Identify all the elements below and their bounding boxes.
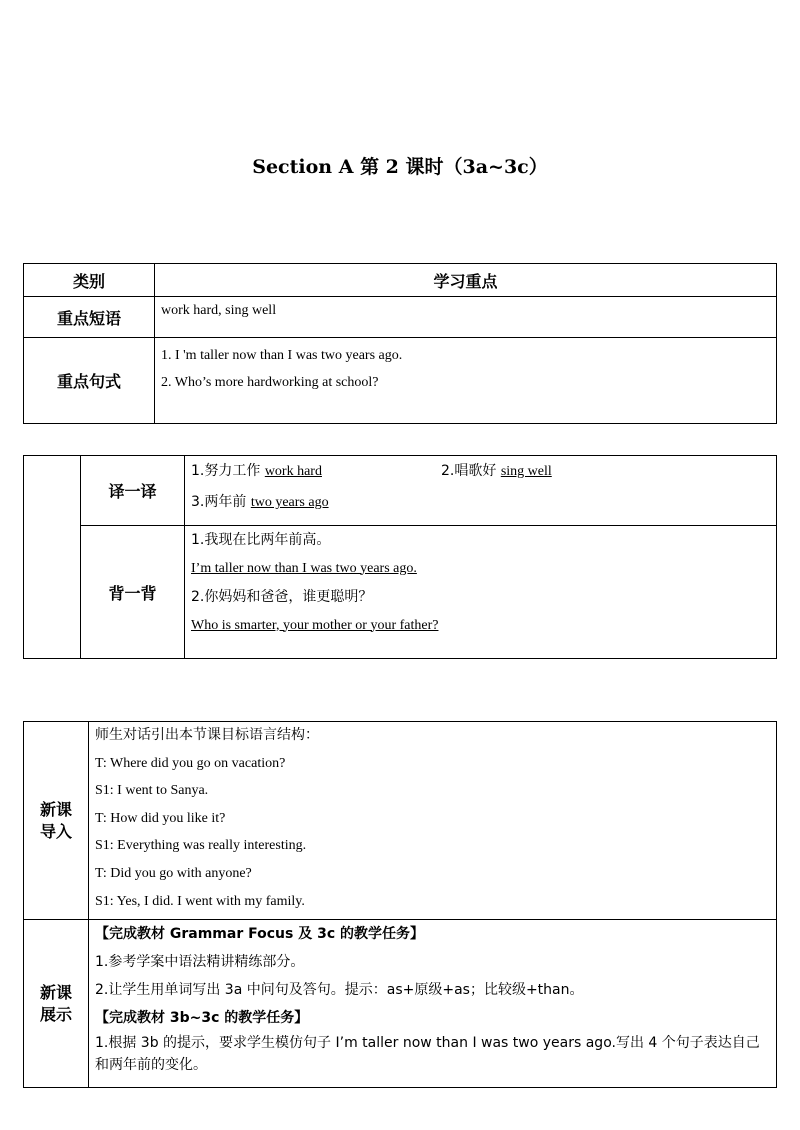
label-intro-line-2: 导入	[39, 821, 72, 841]
task-1-line-2: 2.让学生用单词写出 3a 中问句及答句。提示：as+原级+as；比较级+than。	[95, 982, 584, 999]
label-new-lesson-present	[24, 920, 89, 1088]
task-1-heading: 【完成教材 Grammar Focus 及 3c 的教学任务】	[95, 926, 424, 943]
intro-line-5: S1: Everything was really interesting.	[95, 838, 307, 854]
translate-item-2-answer: sing well	[500, 464, 552, 479]
key-sentences-content	[155, 338, 777, 424]
recite-answer-1: I’m taller now than I was two years ago.	[191, 560, 417, 576]
translate-row-2	[191, 487, 770, 518]
translate-row-1	[191, 456, 770, 487]
label-key-sentences: 重点句式	[24, 338, 155, 424]
task-2-heading: 【完成教材 3b~3c 的教学任务】	[95, 1010, 309, 1027]
label-new-lesson-intro	[24, 722, 89, 920]
recite-answer-2: Who is smarter, your mother or your father?	[191, 617, 439, 633]
label-translate: 译一译	[81, 456, 185, 526]
header-focus: 学习重点	[155, 264, 777, 297]
translate-item-1-answer: work hard	[264, 464, 322, 479]
intro-content	[89, 722, 777, 920]
translate-item-3-answer: two years ago	[250, 495, 329, 510]
label-intro-line-1: 新课	[39, 799, 72, 819]
translate-item-1-prefix: 1.努力工作	[191, 463, 265, 479]
task-1-line-1: 1.参考学案中语法精讲精练部分。	[95, 954, 305, 971]
lesson-table	[23, 721, 777, 1088]
recite-content	[185, 526, 777, 659]
page-title: Section A 第 2 课时（3a~3c）	[252, 156, 548, 178]
label-present-line-2: 展示	[39, 1004, 72, 1024]
translate-item-3-prefix: 3.两年前	[191, 494, 251, 510]
blank-cell	[24, 456, 81, 659]
key-sentence-2: 2. Who’s more hardworking at school?	[161, 375, 379, 390]
present-content	[89, 920, 777, 1088]
task-2-line-1: 1.根据 3b 的提示，要求学生模仿句子 I’m taller now than I was two years ago.写出 4 个句子表达自己和两年前的变化。	[95, 1035, 760, 1074]
recite-question-1: 1.我现在比两年前高。	[191, 532, 331, 548]
intro-line-7: S1: Yes, I did. I went with my family.	[95, 893, 305, 909]
intro-line-2: T: Where did you go on vacation?	[95, 755, 286, 771]
translate-item-2-prefix: 2.唱歌好	[441, 463, 501, 479]
practice-table	[23, 455, 777, 659]
label-key-phrases: 重点短语	[24, 297, 155, 338]
recite-question-2: 2.你妈妈和爸爸，谁更聪明？	[191, 589, 373, 605]
focus-table	[23, 263, 777, 424]
intro-line-3: S1: I went to Sanya.	[95, 783, 209, 799]
intro-line-6: T: Did you go with anyone?	[95, 865, 252, 881]
intro-line-1: 师生对话引出本节课目标语言结构：	[95, 727, 319, 743]
label-recite: 背一背	[81, 526, 185, 659]
intro-line-4: T: How did you like it?	[95, 810, 226, 826]
label-present-line-1: 新课	[39, 982, 72, 1002]
translate-content	[185, 456, 777, 526]
header-category: 类别	[24, 264, 155, 297]
key-sentence-1: 1. I 'm taller now than I was two years ago.	[161, 348, 403, 363]
key-phrases-content: work hard, sing well	[155, 297, 777, 338]
